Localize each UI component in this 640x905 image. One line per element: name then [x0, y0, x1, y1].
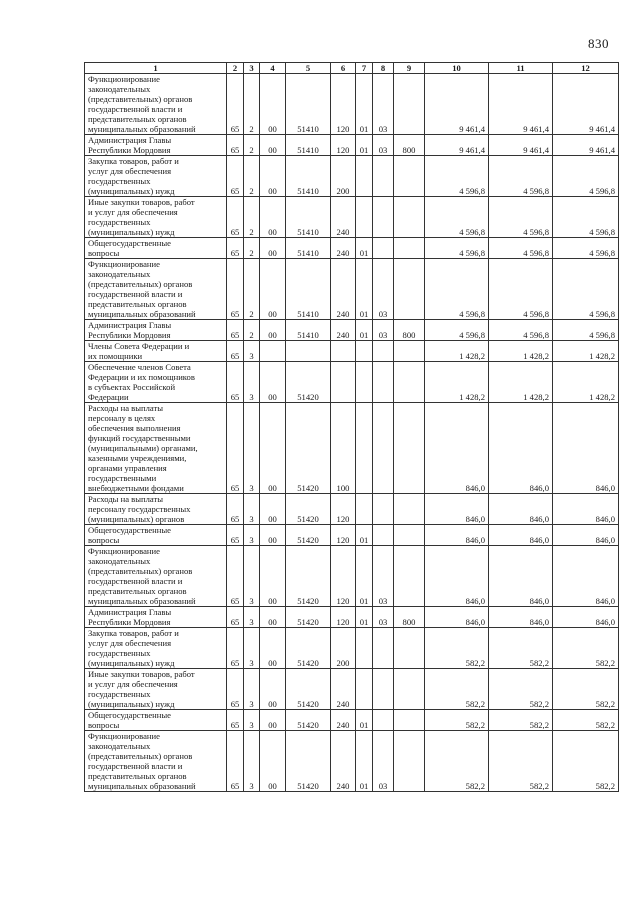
row-name: Функционирование законодательных (представительных) органов государственной власти и представительных органов муниципальных образований — [85, 74, 227, 135]
cell-col-9 — [394, 525, 425, 546]
cell-col-8 — [373, 362, 394, 403]
row-name: Администрация Главы Республики Мордовия — [85, 135, 227, 156]
cell-col-4: 00 — [260, 197, 286, 238]
cell-col-3: 2 — [244, 135, 260, 156]
cell-col-6: 120 — [331, 494, 356, 525]
cell-col-7: 01 — [356, 731, 373, 792]
cell-col-2: 65 — [227, 494, 244, 525]
cell-col-10: 582,2 — [425, 669, 489, 710]
cell-col-5: 51410 — [286, 135, 331, 156]
cell-col-12: 846,0 — [553, 607, 619, 628]
cell-col-2: 65 — [227, 731, 244, 792]
cell-col-6: 200 — [331, 156, 356, 197]
cell-col-11: 1 428,2 — [489, 341, 553, 362]
cell-col-2: 65 — [227, 628, 244, 669]
cell-col-11: 846,0 — [489, 403, 553, 494]
column-header: 7 — [356, 63, 373, 74]
cell-col-9 — [394, 259, 425, 320]
table-row — [85, 731, 619, 792]
cell-col-6: 240 — [331, 197, 356, 238]
cell-col-10: 9 461,4 — [425, 74, 489, 135]
cell-col-12: 846,0 — [553, 403, 619, 494]
cell-col-4: 00 — [260, 669, 286, 710]
cell-col-9 — [394, 710, 425, 731]
cell-col-2: 65 — [227, 546, 244, 607]
column-header: 9 — [394, 63, 425, 74]
cell-col-10: 4 596,8 — [425, 156, 489, 197]
cell-col-4: 00 — [260, 607, 286, 628]
cell-col-5: 51420 — [286, 403, 331, 494]
table-row — [85, 135, 619, 156]
cell-col-3: 2 — [244, 197, 260, 238]
cell-col-7: 01 — [356, 710, 373, 731]
table-row — [85, 74, 619, 135]
cell-col-4 — [260, 341, 286, 362]
cell-col-10: 4 596,8 — [425, 259, 489, 320]
row-name: Закупка товаров, работ и услуг для обеспечения государственных (муниципальных) нужд — [85, 628, 227, 669]
cell-col-3: 3 — [244, 546, 260, 607]
cell-col-7 — [356, 494, 373, 525]
table-row — [85, 525, 619, 546]
cell-col-5: 51420 — [286, 525, 331, 546]
cell-col-10: 846,0 — [425, 403, 489, 494]
row-name: Функционирование законодательных (представительных) органов государственной власти и представительных органов муниципальных образований — [85, 731, 227, 792]
cell-col-4: 00 — [260, 238, 286, 259]
table-row — [85, 546, 619, 607]
table-row — [85, 238, 619, 259]
cell-col-3: 2 — [244, 156, 260, 197]
cell-col-8: 03 — [373, 135, 394, 156]
cell-col-9 — [394, 238, 425, 259]
cell-col-4: 00 — [260, 259, 286, 320]
cell-col-3: 3 — [244, 362, 260, 403]
cell-col-11: 4 596,8 — [489, 238, 553, 259]
cell-col-8 — [373, 628, 394, 669]
cell-col-2: 65 — [227, 74, 244, 135]
cell-col-6: 120 — [331, 74, 356, 135]
cell-col-9 — [394, 74, 425, 135]
row-name: Администрация Главы Республики Мордовия — [85, 607, 227, 628]
cell-col-12: 582,2 — [553, 731, 619, 792]
row-name: Иные закупки товаров, работ и услуг для обеспечения государственных (муниципальных) нужд — [85, 197, 227, 238]
cell-col-7: 01 — [356, 74, 373, 135]
cell-col-2: 65 — [227, 259, 244, 320]
cell-col-8: 03 — [373, 607, 394, 628]
cell-col-3: 3 — [244, 403, 260, 494]
column-header: 10 — [425, 63, 489, 74]
cell-col-7: 01 — [356, 135, 373, 156]
cell-col-8: 03 — [373, 731, 394, 792]
row-name: Иные закупки товаров, работ и услуг для обеспечения государственных (муниципальных) нужд — [85, 669, 227, 710]
cell-col-6: 120 — [331, 135, 356, 156]
table-row — [85, 669, 619, 710]
row-name: Функционирование законодательных (представительных) органов государственной власти и представительных органов муниципальных образований — [85, 546, 227, 607]
cell-col-8 — [373, 494, 394, 525]
cell-col-4: 00 — [260, 403, 286, 494]
cell-col-3: 2 — [244, 238, 260, 259]
cell-col-9 — [394, 546, 425, 607]
cell-col-3: 3 — [244, 669, 260, 710]
table-body — [85, 74, 619, 792]
cell-col-12: 1 428,2 — [553, 362, 619, 403]
row-name: Администрация Главы Республики Мордовия — [85, 320, 227, 341]
cell-col-5: 51420 — [286, 546, 331, 607]
cell-col-7 — [356, 362, 373, 403]
budget-table — [84, 62, 619, 792]
table-row — [85, 494, 619, 525]
cell-col-11: 4 596,8 — [489, 320, 553, 341]
cell-col-3: 2 — [244, 320, 260, 341]
cell-col-10: 582,2 — [425, 710, 489, 731]
cell-col-9: 800 — [394, 135, 425, 156]
cell-col-2: 65 — [227, 525, 244, 546]
table-row — [85, 710, 619, 731]
cell-col-9 — [394, 197, 425, 238]
cell-col-3: 3 — [244, 607, 260, 628]
cell-col-7: 01 — [356, 238, 373, 259]
cell-col-3: 3 — [244, 494, 260, 525]
column-header: 6 — [331, 63, 356, 74]
cell-col-12: 1 428,2 — [553, 341, 619, 362]
cell-col-5: 51420 — [286, 731, 331, 792]
cell-col-9: 800 — [394, 607, 425, 628]
cell-col-3: 3 — [244, 628, 260, 669]
cell-col-12: 4 596,8 — [553, 259, 619, 320]
table-row — [85, 156, 619, 197]
cell-col-6: 240 — [331, 259, 356, 320]
cell-col-9 — [394, 731, 425, 792]
cell-col-12: 4 596,8 — [553, 156, 619, 197]
cell-col-8 — [373, 238, 394, 259]
cell-col-12: 582,2 — [553, 628, 619, 669]
cell-col-5: 51410 — [286, 74, 331, 135]
cell-col-7 — [356, 341, 373, 362]
cell-col-7: 01 — [356, 259, 373, 320]
cell-col-8: 03 — [373, 74, 394, 135]
row-name: Функционирование законодательных (представительных) органов государственной власти и представительных органов муниципальных образований — [85, 259, 227, 320]
cell-col-12: 4 596,8 — [553, 238, 619, 259]
cell-col-12: 846,0 — [553, 525, 619, 546]
table-row — [85, 628, 619, 669]
cell-col-8 — [373, 341, 394, 362]
cell-col-7: 01 — [356, 525, 373, 546]
cell-col-10: 1 428,2 — [425, 341, 489, 362]
cell-col-11: 846,0 — [489, 607, 553, 628]
cell-col-5 — [286, 341, 331, 362]
cell-col-6: 200 — [331, 628, 356, 669]
cell-col-11: 1 428,2 — [489, 362, 553, 403]
column-header: 5 — [286, 63, 331, 74]
cell-col-3: 3 — [244, 710, 260, 731]
cell-col-2: 65 — [227, 197, 244, 238]
cell-col-8 — [373, 669, 394, 710]
cell-col-10: 846,0 — [425, 525, 489, 546]
cell-col-10: 846,0 — [425, 494, 489, 525]
cell-col-7: 01 — [356, 320, 373, 341]
cell-col-11: 9 461,4 — [489, 135, 553, 156]
cell-col-6: 240 — [331, 731, 356, 792]
cell-col-3: 3 — [244, 341, 260, 362]
column-header: 12 — [553, 63, 619, 74]
cell-col-9 — [394, 156, 425, 197]
table-row — [85, 197, 619, 238]
cell-col-7 — [356, 197, 373, 238]
cell-col-8 — [373, 710, 394, 731]
cell-col-6: 240 — [331, 669, 356, 710]
cell-col-5: 51420 — [286, 669, 331, 710]
cell-col-5: 51410 — [286, 259, 331, 320]
cell-col-11: 846,0 — [489, 546, 553, 607]
cell-col-3: 2 — [244, 259, 260, 320]
cell-col-4: 00 — [260, 74, 286, 135]
cell-col-8 — [373, 156, 394, 197]
cell-col-2: 65 — [227, 607, 244, 628]
cell-col-9 — [394, 341, 425, 362]
cell-col-5: 51410 — [286, 238, 331, 259]
cell-col-6: 120 — [331, 525, 356, 546]
column-header: 4 — [260, 63, 286, 74]
cell-col-6 — [331, 341, 356, 362]
cell-col-9 — [394, 628, 425, 669]
row-name: Общегосударственные вопросы — [85, 710, 227, 731]
cell-col-11: 582,2 — [489, 628, 553, 669]
page-number: 830 — [588, 36, 609, 51]
cell-col-6 — [331, 362, 356, 403]
cell-col-12: 846,0 — [553, 494, 619, 525]
cell-col-5: 51420 — [286, 362, 331, 403]
cell-col-10: 846,0 — [425, 607, 489, 628]
column-header: 11 — [489, 63, 553, 74]
cell-col-8 — [373, 525, 394, 546]
cell-col-7 — [356, 156, 373, 197]
cell-col-7 — [356, 628, 373, 669]
cell-col-10: 4 596,8 — [425, 197, 489, 238]
cell-col-11: 846,0 — [489, 525, 553, 546]
cell-col-12: 846,0 — [553, 546, 619, 607]
cell-col-4: 00 — [260, 710, 286, 731]
cell-col-11: 582,2 — [489, 669, 553, 710]
cell-col-5: 51410 — [286, 197, 331, 238]
cell-col-10: 4 596,8 — [425, 238, 489, 259]
cell-col-12: 582,2 — [553, 710, 619, 731]
cell-col-10: 846,0 — [425, 546, 489, 607]
cell-col-8: 03 — [373, 320, 394, 341]
cell-col-11: 4 596,8 — [489, 156, 553, 197]
cell-col-12: 582,2 — [553, 669, 619, 710]
cell-col-9 — [394, 494, 425, 525]
cell-col-8 — [373, 403, 394, 494]
header-row — [85, 63, 619, 74]
row-name: Обеспечение членов Совета Федерации и их помощников в субъектах Российской Федерации — [85, 362, 227, 403]
cell-col-10: 582,2 — [425, 731, 489, 792]
cell-col-4: 00 — [260, 320, 286, 341]
cell-col-10: 582,2 — [425, 628, 489, 669]
cell-col-3: 3 — [244, 525, 260, 546]
cell-col-2: 65 — [227, 710, 244, 731]
cell-col-4: 00 — [260, 494, 286, 525]
table-row — [85, 362, 619, 403]
cell-col-12: 9 461,4 — [553, 74, 619, 135]
cell-col-8 — [373, 197, 394, 238]
cell-col-9 — [394, 669, 425, 710]
column-header: 8 — [373, 63, 394, 74]
cell-col-5: 51420 — [286, 607, 331, 628]
cell-col-2: 65 — [227, 403, 244, 494]
cell-col-5: 51410 — [286, 156, 331, 197]
cell-col-2: 65 — [227, 135, 244, 156]
table-row — [85, 607, 619, 628]
row-name: Закупка товаров, работ и услуг для обеспечения государственных (муниципальных) нужд — [85, 156, 227, 197]
cell-col-11: 846,0 — [489, 494, 553, 525]
table-row — [85, 320, 619, 341]
cell-col-6: 240 — [331, 710, 356, 731]
cell-col-3: 3 — [244, 731, 260, 792]
cell-col-12: 9 461,4 — [553, 135, 619, 156]
cell-col-9: 800 — [394, 320, 425, 341]
cell-col-6: 100 — [331, 403, 356, 494]
cell-col-4: 00 — [260, 628, 286, 669]
cell-col-2: 65 — [227, 341, 244, 362]
column-header: 1 — [85, 63, 227, 74]
cell-col-4: 00 — [260, 546, 286, 607]
cell-col-5: 51420 — [286, 628, 331, 669]
cell-col-2: 65 — [227, 320, 244, 341]
cell-col-4: 00 — [260, 156, 286, 197]
cell-col-8: 03 — [373, 546, 394, 607]
row-name: Расходы на выплаты персоналу в целях обеспечения выполнения функций государственными (муниципальными) органами, казенными учреждениями, органами управления государственными внебюджетными фондами — [85, 403, 227, 494]
cell-col-7 — [356, 403, 373, 494]
table-row — [85, 259, 619, 320]
cell-col-5: 51420 — [286, 710, 331, 731]
row-name: Члены Совета Федерации и их помощники — [85, 341, 227, 362]
cell-col-2: 65 — [227, 362, 244, 403]
column-header: 2 — [227, 63, 244, 74]
cell-col-6: 240 — [331, 320, 356, 341]
cell-col-7: 01 — [356, 546, 373, 607]
cell-col-5: 51420 — [286, 494, 331, 525]
cell-col-4: 00 — [260, 362, 286, 403]
table-row — [85, 403, 619, 494]
cell-col-6: 120 — [331, 607, 356, 628]
cell-col-4: 00 — [260, 731, 286, 792]
table-row — [85, 341, 619, 362]
cell-col-7 — [356, 669, 373, 710]
cell-col-10: 9 461,4 — [425, 135, 489, 156]
cell-col-9 — [394, 403, 425, 494]
cell-col-5: 51410 — [286, 320, 331, 341]
cell-col-8: 03 — [373, 259, 394, 320]
row-name: Общегосударственные вопросы — [85, 238, 227, 259]
cell-col-12: 4 596,8 — [553, 197, 619, 238]
cell-col-6: 120 — [331, 546, 356, 607]
cell-col-11: 4 596,8 — [489, 259, 553, 320]
cell-col-10: 4 596,8 — [425, 320, 489, 341]
cell-col-2: 65 — [227, 238, 244, 259]
cell-col-11: 582,2 — [489, 710, 553, 731]
cell-col-9 — [394, 362, 425, 403]
cell-col-4: 00 — [260, 525, 286, 546]
row-name: Расходы на выплаты персоналу государственных (муниципальных) органов — [85, 494, 227, 525]
cell-col-4: 00 — [260, 135, 286, 156]
cell-col-3: 2 — [244, 74, 260, 135]
column-header: 3 — [244, 63, 260, 74]
cell-col-12: 4 596,8 — [553, 320, 619, 341]
cell-col-6: 240 — [331, 238, 356, 259]
cell-col-11: 4 596,8 — [489, 197, 553, 238]
row-name: Общегосударственные вопросы — [85, 525, 227, 546]
cell-col-2: 65 — [227, 156, 244, 197]
cell-col-7: 01 — [356, 607, 373, 628]
cell-col-11: 9 461,4 — [489, 74, 553, 135]
cell-col-11: 582,2 — [489, 731, 553, 792]
cell-col-10: 1 428,2 — [425, 362, 489, 403]
cell-col-2: 65 — [227, 669, 244, 710]
